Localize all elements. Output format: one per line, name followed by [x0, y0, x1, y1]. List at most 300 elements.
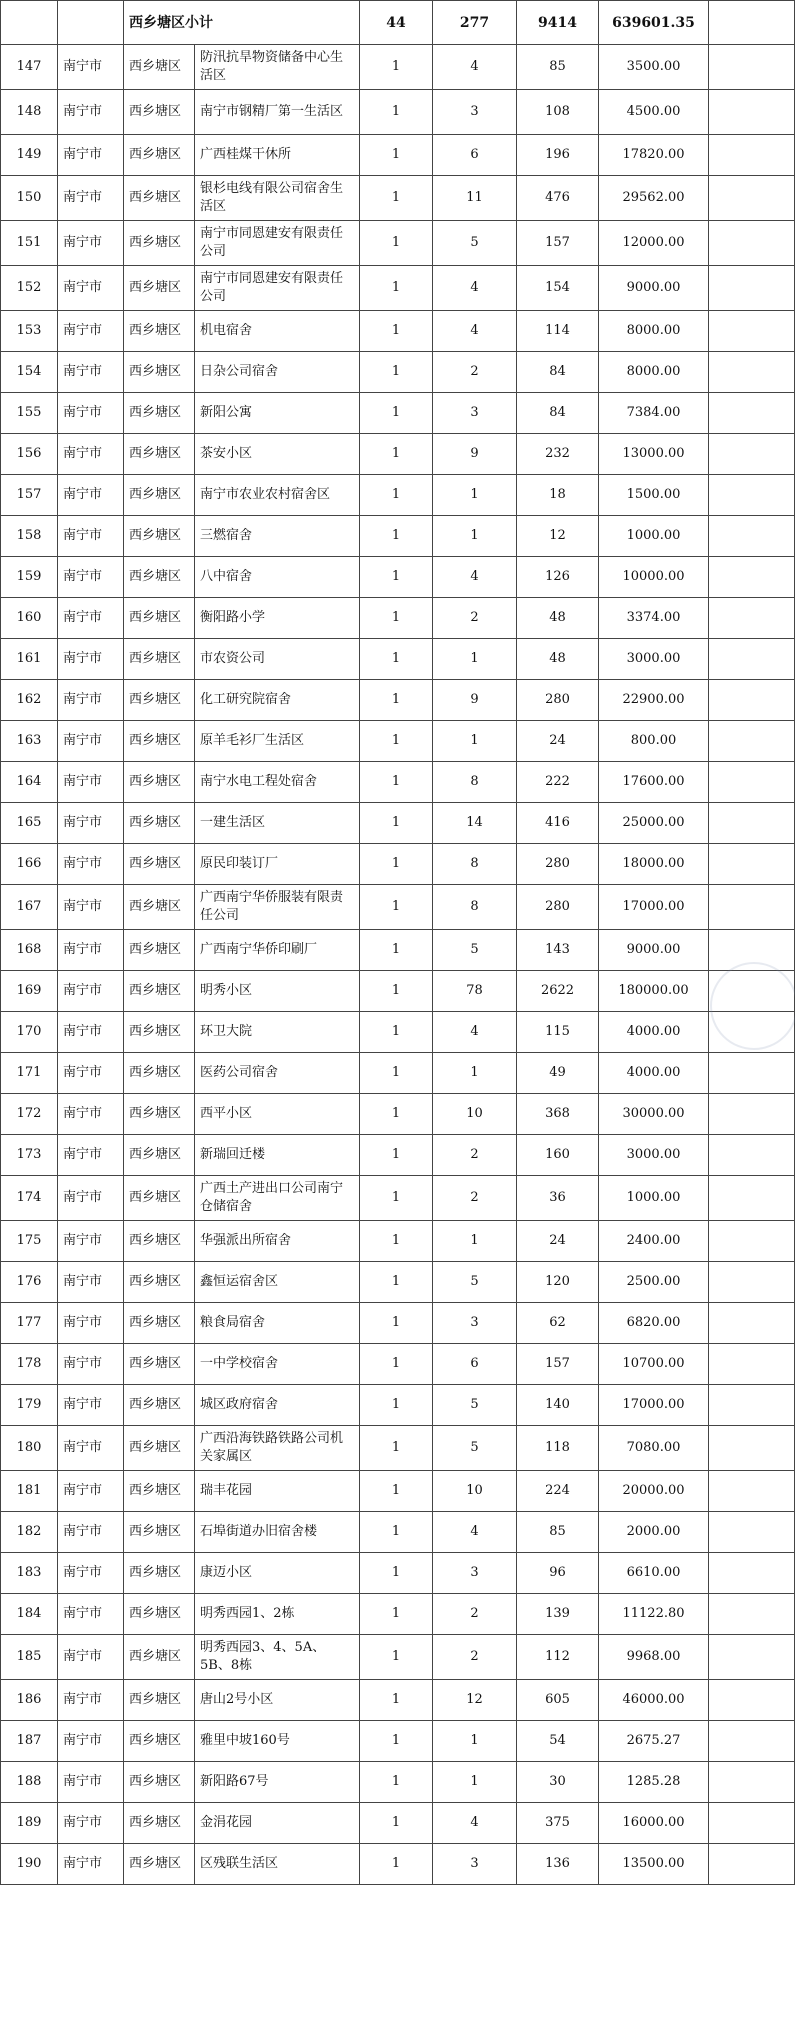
city-cell: 南宁市 — [58, 1426, 124, 1471]
blank-cell — [709, 1176, 795, 1221]
location-name-cell: 原羊毛衫厂生活区 — [195, 721, 360, 762]
location-name-cell: 华强派出所宿舍 — [195, 1221, 360, 1262]
count-c-cell: 476 — [517, 176, 599, 221]
table-row — [1, 971, 795, 1012]
count-b-cell: 3 — [433, 1844, 517, 1885]
blank-cell — [709, 1344, 795, 1385]
district-cell: 西乡塘区 — [124, 1426, 195, 1471]
subtotal-col-4: 639601.35 — [599, 1, 709, 45]
row-number-cell: 169 — [1, 971, 58, 1012]
count-a-cell: 1 — [360, 1303, 433, 1344]
count-b-cell: 6 — [433, 135, 517, 176]
blank-cell — [709, 434, 795, 475]
table-row — [1, 1635, 795, 1680]
table-row — [1, 762, 795, 803]
table-row — [1, 1721, 795, 1762]
location-name-cell: 衡阳路小学 — [195, 598, 360, 639]
blank-cell — [709, 639, 795, 680]
city-cell: 南宁市 — [58, 803, 124, 844]
city-cell: 南宁市 — [58, 1221, 124, 1262]
count-b-cell: 2 — [433, 1635, 517, 1680]
count-b-cell: 1 — [433, 1053, 517, 1094]
location-name-cell: 化工研究院宿舍 — [195, 680, 360, 721]
city-cell: 南宁市 — [58, 1135, 124, 1176]
count-b-cell: 5 — [433, 1426, 517, 1471]
location-name-cell: 南宁市钢精厂第一生活区 — [195, 90, 360, 135]
table-row — [1, 221, 795, 266]
blank-cell — [709, 1680, 795, 1721]
row-number-cell: 177 — [1, 1303, 58, 1344]
location-name-cell: 瑞丰花园 — [195, 1471, 360, 1512]
location-name-cell: 南宁水电工程处宿舍 — [195, 762, 360, 803]
count-b-cell: 10 — [433, 1471, 517, 1512]
city-cell: 南宁市 — [58, 1553, 124, 1594]
district-cell: 西乡塘区 — [124, 930, 195, 971]
city-cell: 南宁市 — [58, 1053, 124, 1094]
table-row — [1, 516, 795, 557]
amount-cell: 17000.00 — [599, 1385, 709, 1426]
amount-cell: 17600.00 — [599, 762, 709, 803]
city-cell: 南宁市 — [58, 1303, 124, 1344]
row-number-cell: 170 — [1, 1012, 58, 1053]
count-b-cell: 3 — [433, 90, 517, 135]
count-b-cell: 1 — [433, 1721, 517, 1762]
count-b-cell: 10 — [433, 1094, 517, 1135]
blank-cell — [709, 1635, 795, 1680]
amount-cell: 20000.00 — [599, 1471, 709, 1512]
amount-cell: 11122.80 — [599, 1594, 709, 1635]
subtotal-col-2: 277 — [433, 1, 517, 45]
count-b-cell: 5 — [433, 930, 517, 971]
count-a-cell: 1 — [360, 1344, 433, 1385]
count-c-cell: 24 — [517, 721, 599, 762]
amount-cell: 17000.00 — [599, 885, 709, 930]
table-row — [1, 844, 795, 885]
amount-cell: 22900.00 — [599, 680, 709, 721]
count-c-cell: 54 — [517, 1721, 599, 1762]
amount-cell: 800.00 — [599, 721, 709, 762]
count-a-cell: 1 — [360, 598, 433, 639]
location-name-cell: 南宁市农业农村宿舍区 — [195, 475, 360, 516]
city-cell: 南宁市 — [58, 1512, 124, 1553]
location-name-cell: 明秀西园3、4、5A、5B、8栋 — [195, 1635, 360, 1680]
location-name-cell: 新瑞回迁楼 — [195, 1135, 360, 1176]
count-c-cell: 120 — [517, 1262, 599, 1303]
count-a-cell: 1 — [360, 930, 433, 971]
count-b-cell: 5 — [433, 1385, 517, 1426]
amount-cell: 4000.00 — [599, 1012, 709, 1053]
row-number-cell: 172 — [1, 1094, 58, 1135]
count-c-cell: 108 — [517, 90, 599, 135]
amount-cell: 3000.00 — [599, 639, 709, 680]
amount-cell: 30000.00 — [599, 1094, 709, 1135]
row-number-cell: 147 — [1, 45, 58, 90]
city-cell: 南宁市 — [58, 393, 124, 434]
row-number-cell: 165 — [1, 803, 58, 844]
blank-cell — [709, 1303, 795, 1344]
table-row — [1, 45, 795, 90]
row-number-cell: 179 — [1, 1385, 58, 1426]
row-number-cell: 182 — [1, 1512, 58, 1553]
count-a-cell: 1 — [360, 721, 433, 762]
table-body — [1, 1, 795, 1885]
location-name-cell: 新阳路67号 — [195, 1762, 360, 1803]
count-c-cell: 368 — [517, 1094, 599, 1135]
blank-cell — [709, 1721, 795, 1762]
count-b-cell: 4 — [433, 1512, 517, 1553]
count-b-cell: 4 — [433, 1803, 517, 1844]
count-a-cell: 1 — [360, 557, 433, 598]
table-row — [1, 1844, 795, 1885]
count-c-cell: 85 — [517, 45, 599, 90]
location-name-cell: 原民印装订厂 — [195, 844, 360, 885]
district-cell: 西乡塘区 — [124, 557, 195, 598]
amount-cell: 12000.00 — [599, 221, 709, 266]
location-name-cell: 南宁市同恩建安有限责任公司 — [195, 221, 360, 266]
city-cell: 南宁市 — [58, 311, 124, 352]
count-a-cell: 1 — [360, 1844, 433, 1885]
count-b-cell: 2 — [433, 1594, 517, 1635]
row-number-cell: 161 — [1, 639, 58, 680]
count-b-cell: 1 — [433, 1762, 517, 1803]
district-cell: 西乡塘区 — [124, 1635, 195, 1680]
table-row — [1, 90, 795, 135]
count-b-cell: 6 — [433, 1344, 517, 1385]
city-cell: 南宁市 — [58, 971, 124, 1012]
location-name-cell: 日杂公司宿舍 — [195, 352, 360, 393]
count-a-cell: 1 — [360, 90, 433, 135]
row-number-cell: 181 — [1, 1471, 58, 1512]
district-cell: 西乡塘区 — [124, 1176, 195, 1221]
count-b-cell: 2 — [433, 598, 517, 639]
row-number-cell: 175 — [1, 1221, 58, 1262]
count-c-cell: 154 — [517, 266, 599, 311]
district-cell: 西乡塘区 — [124, 639, 195, 680]
blank-cell — [709, 1512, 795, 1553]
city-cell: 南宁市 — [58, 1094, 124, 1135]
city-cell: 南宁市 — [58, 176, 124, 221]
count-a-cell: 1 — [360, 803, 433, 844]
city-cell: 南宁市 — [58, 1844, 124, 1885]
count-a-cell: 1 — [360, 352, 433, 393]
city-cell: 南宁市 — [58, 1471, 124, 1512]
city-cell: 南宁市 — [58, 557, 124, 598]
location-name-cell: 银杉电线有限公司宿舍生活区 — [195, 176, 360, 221]
city-cell: 南宁市 — [58, 1803, 124, 1844]
city-cell: 南宁市 — [58, 516, 124, 557]
row-number-cell: 168 — [1, 930, 58, 971]
count-b-cell: 5 — [433, 221, 517, 266]
blank-cell — [709, 90, 795, 135]
count-b-cell: 3 — [433, 393, 517, 434]
table-row — [1, 1344, 795, 1385]
blank-cell — [709, 1553, 795, 1594]
count-a-cell: 1 — [360, 135, 433, 176]
amount-cell: 46000.00 — [599, 1680, 709, 1721]
row-number-cell: 171 — [1, 1053, 58, 1094]
row-number-cell: 159 — [1, 557, 58, 598]
amount-cell: 9000.00 — [599, 266, 709, 311]
table-row — [1, 639, 795, 680]
location-name-cell: 一建生活区 — [195, 803, 360, 844]
row-number-cell: 152 — [1, 266, 58, 311]
count-c-cell: 232 — [517, 434, 599, 475]
amount-cell: 180000.00 — [599, 971, 709, 1012]
count-c-cell: 84 — [517, 393, 599, 434]
district-cell: 西乡塘区 — [124, 434, 195, 475]
count-b-cell: 1 — [433, 516, 517, 557]
district-cell: 西乡塘区 — [124, 176, 195, 221]
count-a-cell: 1 — [360, 971, 433, 1012]
count-b-cell: 9 — [433, 680, 517, 721]
count-c-cell: 143 — [517, 930, 599, 971]
count-b-cell: 2 — [433, 352, 517, 393]
count-c-cell: 222 — [517, 762, 599, 803]
row-number-cell: 148 — [1, 90, 58, 135]
subtotal-blank-cell — [58, 1, 124, 45]
location-name-cell: 金涓花园 — [195, 1803, 360, 1844]
blank-cell — [709, 1594, 795, 1635]
blank-cell — [709, 1262, 795, 1303]
count-c-cell: 224 — [517, 1471, 599, 1512]
row-number-cell: 176 — [1, 1262, 58, 1303]
location-name-cell: 康迈小区 — [195, 1553, 360, 1594]
city-cell: 南宁市 — [58, 721, 124, 762]
table-row — [1, 434, 795, 475]
location-name-cell: 一中学校宿舍 — [195, 1344, 360, 1385]
location-name-cell: 明秀小区 — [195, 971, 360, 1012]
city-cell: 南宁市 — [58, 598, 124, 639]
location-name-cell: 雅里中坡160号 — [195, 1721, 360, 1762]
count-c-cell: 114 — [517, 311, 599, 352]
amount-cell: 10000.00 — [599, 557, 709, 598]
count-b-cell: 4 — [433, 1012, 517, 1053]
location-name-cell: 广西土产进出口公司南宁仓储宿舍 — [195, 1176, 360, 1221]
count-c-cell: 118 — [517, 1426, 599, 1471]
row-number-cell: 155 — [1, 393, 58, 434]
district-cell: 西乡塘区 — [124, 1721, 195, 1762]
amount-cell: 29562.00 — [599, 176, 709, 221]
city-cell: 南宁市 — [58, 930, 124, 971]
count-b-cell: 1 — [433, 639, 517, 680]
count-c-cell: 115 — [517, 1012, 599, 1053]
blank-cell — [709, 1221, 795, 1262]
count-a-cell: 1 — [360, 1221, 433, 1262]
blank-cell — [709, 352, 795, 393]
district-cell: 西乡塘区 — [124, 803, 195, 844]
count-c-cell: 375 — [517, 1803, 599, 1844]
amount-cell: 8000.00 — [599, 352, 709, 393]
row-number-cell: 187 — [1, 1721, 58, 1762]
district-cell: 西乡塘区 — [124, 1012, 195, 1053]
location-name-cell: 唐山2号小区 — [195, 1680, 360, 1721]
district-cell: 西乡塘区 — [124, 1344, 195, 1385]
blank-cell — [709, 1844, 795, 1885]
location-name-cell: 机电宿舍 — [195, 311, 360, 352]
table-row — [1, 393, 795, 434]
district-cell: 西乡塘区 — [124, 475, 195, 516]
count-a-cell: 1 — [360, 1594, 433, 1635]
amount-cell: 6610.00 — [599, 1553, 709, 1594]
amount-cell: 10700.00 — [599, 1344, 709, 1385]
amount-cell: 18000.00 — [599, 844, 709, 885]
blank-cell — [709, 762, 795, 803]
row-number-cell: 166 — [1, 844, 58, 885]
city-cell: 南宁市 — [58, 352, 124, 393]
count-b-cell: 4 — [433, 45, 517, 90]
city-cell: 南宁市 — [58, 639, 124, 680]
table-row — [1, 885, 795, 930]
blank-cell — [709, 1803, 795, 1844]
count-b-cell: 2 — [433, 1176, 517, 1221]
district-cell: 西乡塘区 — [124, 1553, 195, 1594]
city-cell: 南宁市 — [58, 1262, 124, 1303]
location-name-cell: 石埠街道办旧宿舍楼 — [195, 1512, 360, 1553]
count-a-cell: 1 — [360, 221, 433, 266]
location-name-cell: 西平小区 — [195, 1094, 360, 1135]
blank-cell — [709, 721, 795, 762]
district-cell: 西乡塘区 — [124, 90, 195, 135]
count-c-cell: 139 — [517, 1594, 599, 1635]
count-a-cell: 1 — [360, 434, 433, 475]
row-number-cell: 156 — [1, 434, 58, 475]
blank-cell — [709, 1471, 795, 1512]
row-number-cell: 189 — [1, 1803, 58, 1844]
count-a-cell: 1 — [360, 844, 433, 885]
blank-cell — [709, 1135, 795, 1176]
row-number-cell: 151 — [1, 221, 58, 266]
table-row — [1, 1262, 795, 1303]
table-row — [1, 1553, 795, 1594]
city-cell: 南宁市 — [58, 680, 124, 721]
blank-cell — [709, 135, 795, 176]
location-name-cell: 新阳公寓 — [195, 393, 360, 434]
city-cell: 南宁市 — [58, 90, 124, 135]
city-cell: 南宁市 — [58, 885, 124, 930]
location-name-cell: 医药公司宿舍 — [195, 1053, 360, 1094]
row-number-cell: 173 — [1, 1135, 58, 1176]
count-b-cell: 4 — [433, 311, 517, 352]
row-number-cell: 160 — [1, 598, 58, 639]
blank-cell — [709, 221, 795, 266]
count-a-cell: 1 — [360, 45, 433, 90]
location-name-cell: 三燃宿舍 — [195, 516, 360, 557]
count-b-cell: 3 — [433, 1553, 517, 1594]
location-name-cell: 市农资公司 — [195, 639, 360, 680]
row-number-cell: 180 — [1, 1426, 58, 1471]
district-cell: 西乡塘区 — [124, 844, 195, 885]
blank-cell — [709, 475, 795, 516]
table-row — [1, 598, 795, 639]
location-name-cell: 城区政府宿舍 — [195, 1385, 360, 1426]
district-cell: 西乡塘区 — [124, 721, 195, 762]
count-b-cell: 9 — [433, 434, 517, 475]
district-cell: 西乡塘区 — [124, 1303, 195, 1344]
table-row — [1, 1135, 795, 1176]
subtotal-row — [1, 1, 795, 45]
location-name-cell: 防汛抗旱物资储备中心生活区 — [195, 45, 360, 90]
subtotal-col-3: 9414 — [517, 1, 599, 45]
count-b-cell: 1 — [433, 475, 517, 516]
count-a-cell: 1 — [360, 1471, 433, 1512]
table-row — [1, 311, 795, 352]
row-number-cell: 157 — [1, 475, 58, 516]
city-cell: 南宁市 — [58, 1594, 124, 1635]
count-a-cell: 1 — [360, 1094, 433, 1135]
count-c-cell: 48 — [517, 639, 599, 680]
count-a-cell: 1 — [360, 266, 433, 311]
blank-cell — [709, 266, 795, 311]
table-row — [1, 1094, 795, 1135]
district-cell: 西乡塘区 — [124, 45, 195, 90]
row-number-cell: 154 — [1, 352, 58, 393]
count-a-cell: 1 — [360, 1176, 433, 1221]
district-cell: 西乡塘区 — [124, 1803, 195, 1844]
amount-cell: 25000.00 — [599, 803, 709, 844]
district-cell: 西乡塘区 — [124, 1471, 195, 1512]
row-number-cell: 188 — [1, 1762, 58, 1803]
table-row — [1, 266, 795, 311]
district-cell: 西乡塘区 — [124, 1053, 195, 1094]
count-b-cell: 3 — [433, 1303, 517, 1344]
table-row — [1, 1762, 795, 1803]
city-cell: 南宁市 — [58, 1344, 124, 1385]
table-row — [1, 557, 795, 598]
count-c-cell: 160 — [517, 1135, 599, 1176]
subtotal-col-1: 44 — [360, 1, 433, 45]
table-row — [1, 1385, 795, 1426]
city-cell: 南宁市 — [58, 434, 124, 475]
city-cell: 南宁市 — [58, 1680, 124, 1721]
city-cell: 南宁市 — [58, 1762, 124, 1803]
location-name-cell: 鑫恒运宿舍区 — [195, 1262, 360, 1303]
count-b-cell: 1 — [433, 721, 517, 762]
city-cell: 南宁市 — [58, 221, 124, 266]
amount-cell: 1500.00 — [599, 475, 709, 516]
table-row — [1, 1680, 795, 1721]
blank-cell — [709, 971, 795, 1012]
district-cell: 西乡塘区 — [124, 598, 195, 639]
district-cell: 西乡塘区 — [124, 1385, 195, 1426]
city-cell: 南宁市 — [58, 1012, 124, 1053]
count-b-cell: 4 — [433, 557, 517, 598]
row-number-cell: 162 — [1, 680, 58, 721]
count-b-cell: 4 — [433, 266, 517, 311]
count-c-cell: 85 — [517, 1512, 599, 1553]
amount-cell: 3000.00 — [599, 1135, 709, 1176]
amount-cell: 16000.00 — [599, 1803, 709, 1844]
table-row — [1, 1221, 795, 1262]
count-c-cell: 136 — [517, 1844, 599, 1885]
table-row — [1, 803, 795, 844]
table-row — [1, 1053, 795, 1094]
location-name-cell: 八中宿舍 — [195, 557, 360, 598]
count-c-cell: 196 — [517, 135, 599, 176]
amount-cell: 13000.00 — [599, 434, 709, 475]
count-c-cell: 30 — [517, 1762, 599, 1803]
row-number-cell: 167 — [1, 885, 58, 930]
count-a-cell: 1 — [360, 762, 433, 803]
count-b-cell: 5 — [433, 1262, 517, 1303]
count-b-cell: 8 — [433, 762, 517, 803]
count-c-cell: 62 — [517, 1303, 599, 1344]
table-row — [1, 1176, 795, 1221]
count-a-cell: 1 — [360, 1053, 433, 1094]
city-cell: 南宁市 — [58, 1635, 124, 1680]
count-c-cell: 49 — [517, 1053, 599, 1094]
count-a-cell: 1 — [360, 311, 433, 352]
subtotal-blank-cell — [1, 1, 58, 45]
